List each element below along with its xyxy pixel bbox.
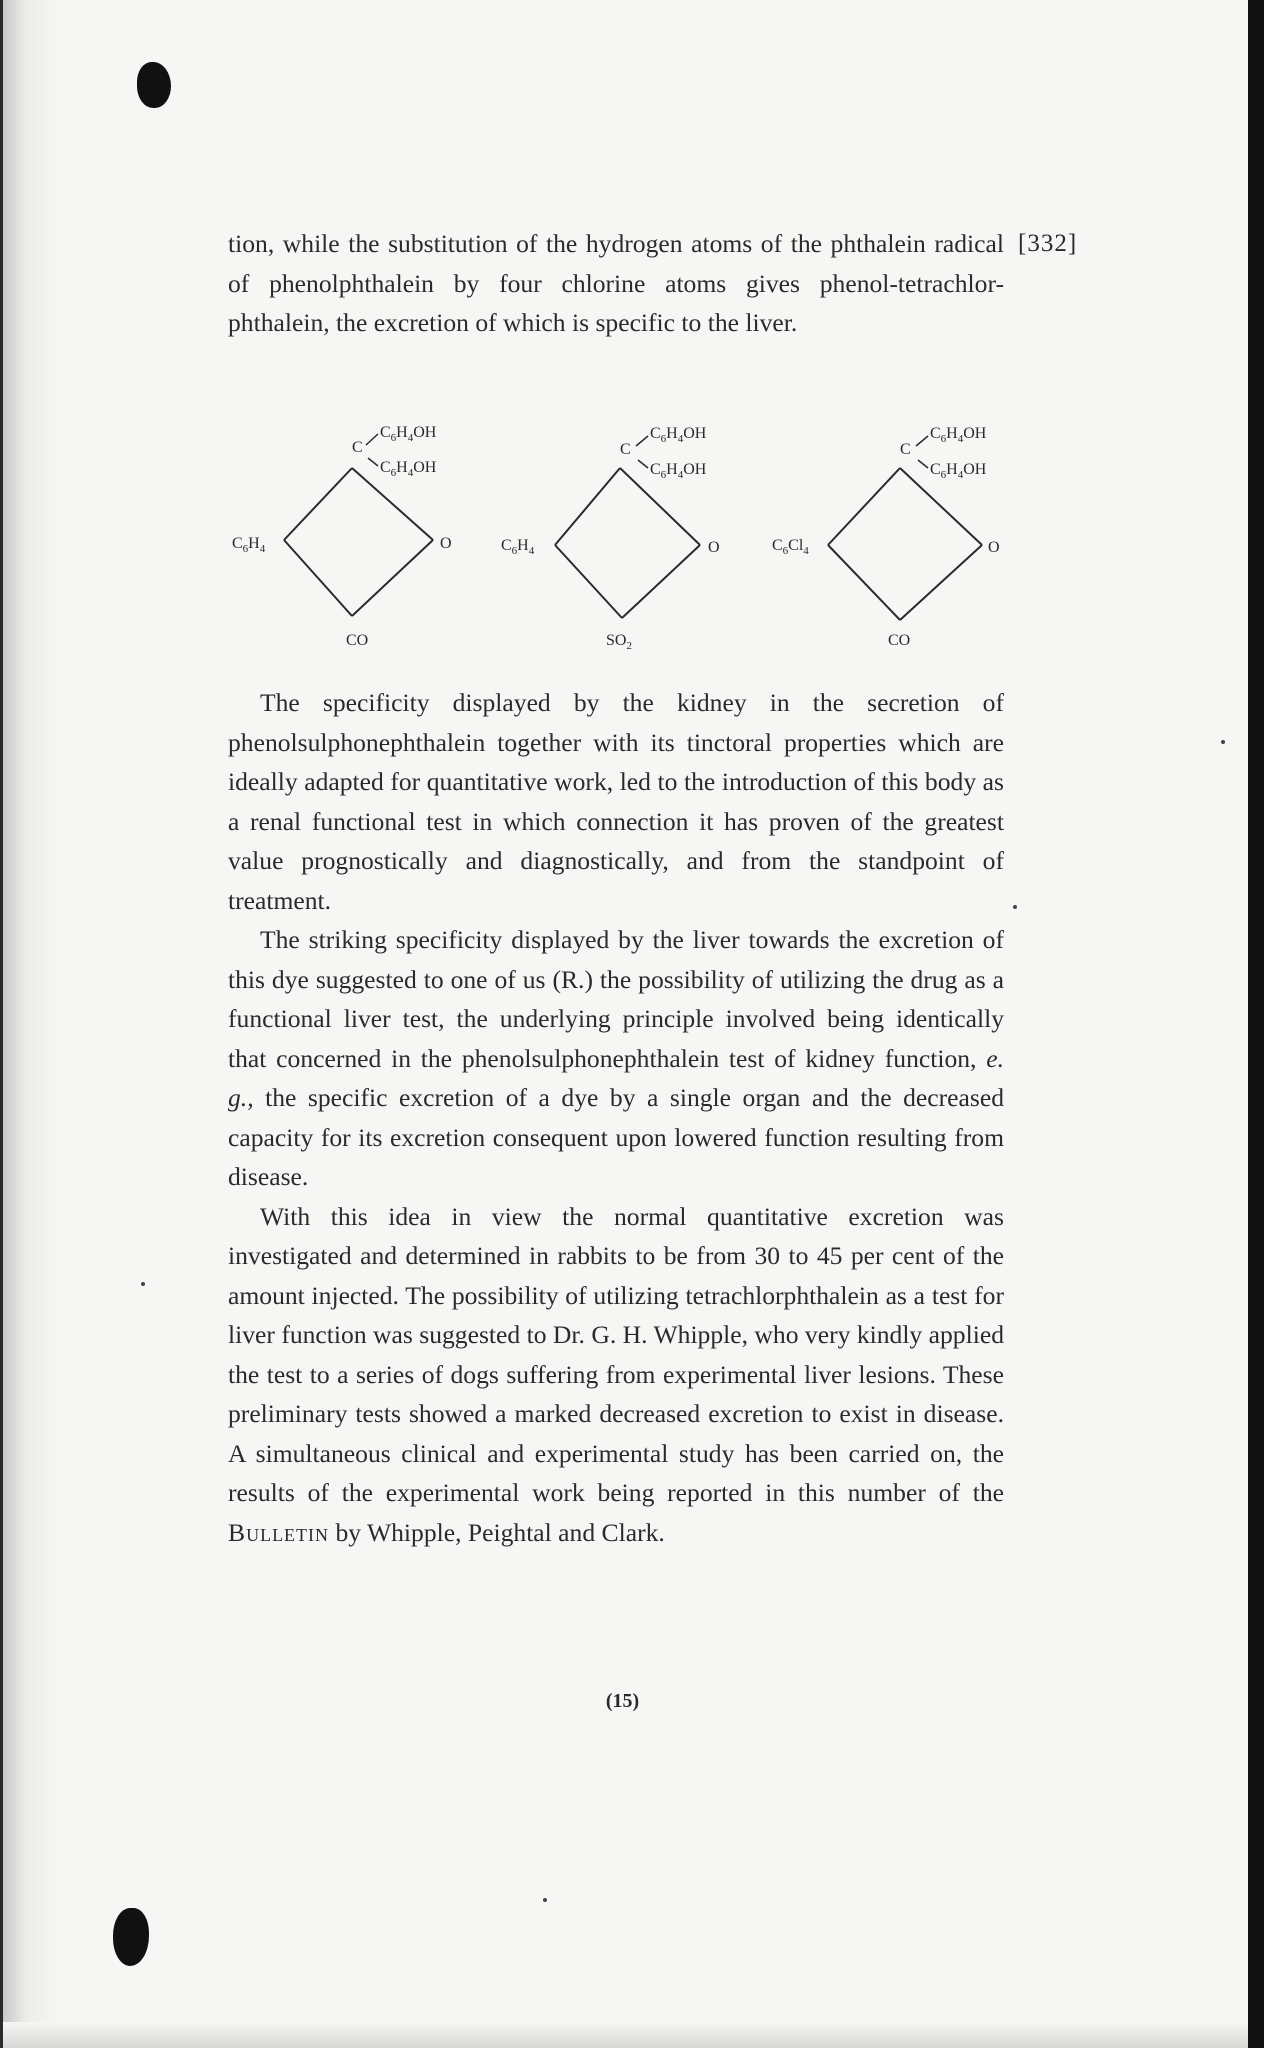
structure-1-central-carbon: C	[352, 439, 363, 456]
structure-3-substituent-1: $C_6H_4OH$	[930, 425, 987, 445]
structure-tetrachlorphthalein	[772, 425, 1000, 649]
structure-1-substituent-1: $C_6H_4OH$	[380, 424, 437, 444]
structure-2-central-carbon: C	[620, 441, 631, 458]
structure-3-substituent-2: $C_6H_4OH$	[930, 461, 987, 481]
structure-phenolsulphonephthalein	[501, 425, 720, 652]
structure-3-right-atom: O	[988, 539, 1000, 556]
structure-3-left-group: $C_6Cl_4$	[772, 537, 809, 557]
paragraph-2-eg: e. g.,	[228, 1043, 1004, 1112]
structure-3-central-carbon: C	[900, 441, 911, 458]
structure-2-substituent-1: $C_6H_4OH$	[650, 425, 707, 445]
structure-1-substituent-2: $C_6H_4OH$	[380, 459, 437, 479]
paragraph-3-text-a: With this idea in view the normal quantitative excretion was investigated and determined in rabbits to be from 30 to 45 per cent of the amount injected. The possibility of utilizing tetrachlorphthalein as a test for liver function was suggested to Dr. G. H. Whipple, who very kindly applied the test to a series of dogs suffering from experimental liver lesions. These preliminary tests showed a marked decreased excretion to exist in disease. A simultaneous clinical and experimental study has been carried on, the results of the experimental work being reported in this number of the	[228, 1201, 1004, 1507]
structure-phenolphthalein	[232, 424, 452, 649]
page-number: (15)	[605, 1690, 640, 1712]
paragraph-3-text-b: by Whipple, Peightal and Clark.	[329, 1517, 665, 1547]
paragraph-liver-specificity	[228, 920, 1004, 1197]
structure-1-right-atom: O	[440, 535, 452, 552]
paragraph-kidney-specificity: The specificity displayed by the kidney in the secretion of phenolsulphonephthalein together with its tinctoral properties which are ideally adapted for quantitative work, led to the introduction of this body as a renal functional test in which connection it has proven of the greatest value prognostically and diagnostically, and from the standpoint of treatment.	[228, 688, 1004, 915]
paragraph-normal-excretion	[228, 1197, 1004, 1553]
paragraph-continuation: tion, while the substitution of the hydrogen atoms of the phthalein radical of phenolphthalein by four chlorine atoms gives phenol-tetrachlor-phthalein, the excretion of which is specific to the liver.	[228, 229, 1004, 337]
structure-2-substituent-2: $C_6H_4OH$	[650, 461, 707, 481]
text-block-main	[228, 683, 1004, 1552]
paragraph-3-bulletin: Bulletin	[228, 1517, 330, 1547]
structure-2-bottom-group: $SO_2$	[606, 632, 632, 652]
margin-page-reference: [332]	[1018, 230, 1078, 257]
structure-1-bottom-group: CO	[346, 632, 369, 649]
structure-1-left-group: $C_6H_4$	[232, 535, 266, 555]
paragraph-2-text-a: The striking specificity displayed by the liver towards the excretion of this dye suggested to one of us (R.) the possibility of utilizing the drug as a functional liver test, the underlying principle involved being identically that concerned in the phenolsulphonephthalein test of kidney function,	[228, 925, 1004, 1073]
structure-3-bottom-group: CO	[888, 632, 911, 649]
structure-2-right-atom: O	[708, 539, 720, 556]
paragraph-2-text-b: the specific excretion of a dye by a single organ and the decreased capacity for its excretion consequent upon lowered function resulting from disease.	[228, 1083, 1004, 1191]
structure-2-left-group: $C_6H_4$	[501, 537, 535, 557]
